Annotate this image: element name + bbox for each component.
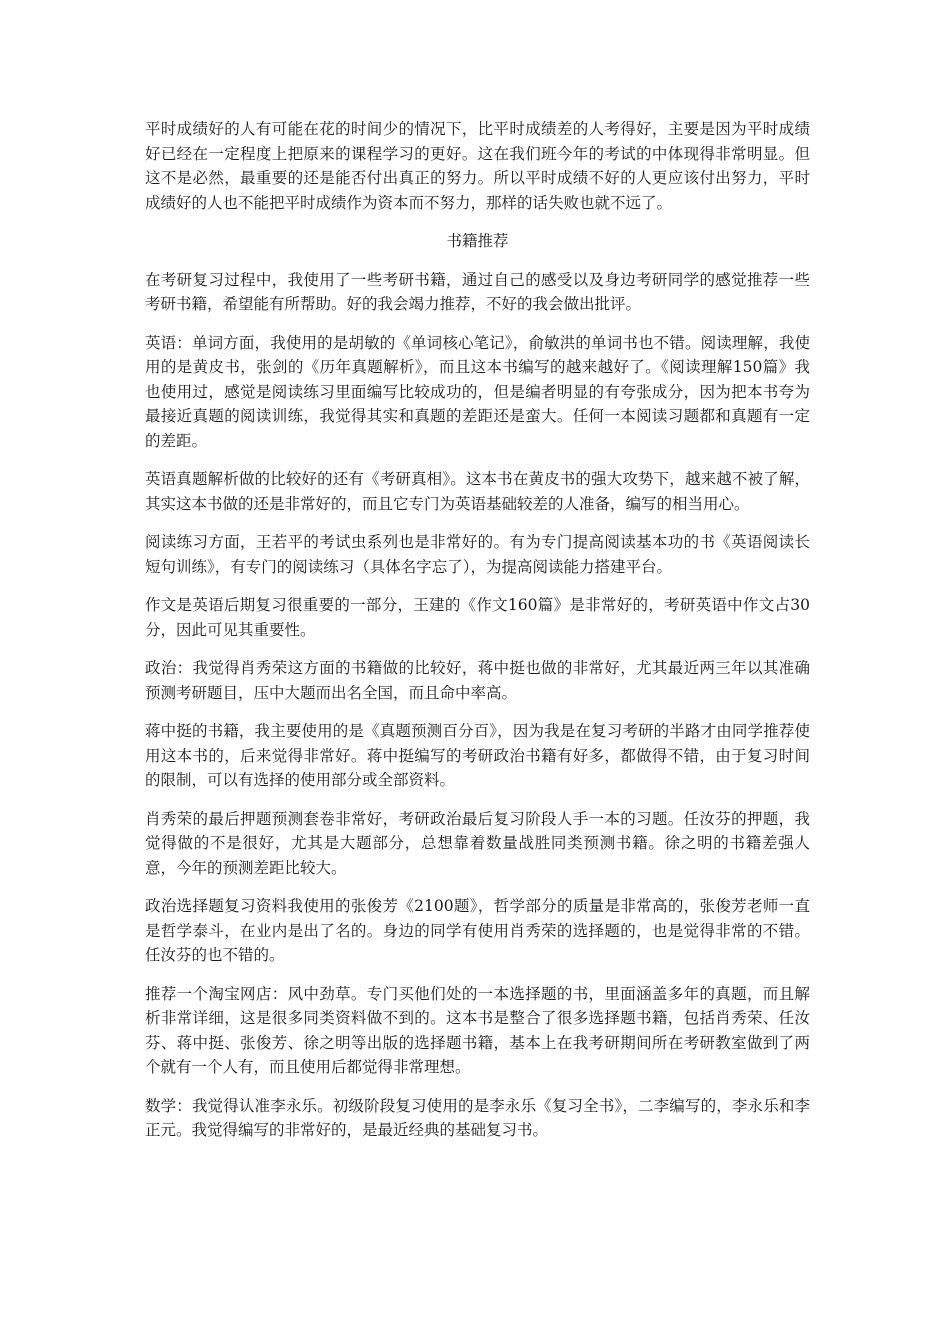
paragraph-jiang-books: 蒋中挺的书籍，我主要使用的是《真题预测百分百》，因为我是在复习考研的半路才由同学推荐使用这本书的，后来觉得非常好。蒋中挺编写的考研政治书籍有好多，都做得不错，由于复习时间的限制，可以有选择的使用部分或全部资料。 xyxy=(145,722,810,789)
paragraph-reading-practice: 阅读练习方面，王若平的考试虫系列也是非常好的。有为专门提高阅读基本功的书《英语阅读长短句训练》，有专门的阅读练习（具体名字忘了），为提高阅读能力搭建平台。 xyxy=(145,533,810,576)
paragraph-xiao-prediction: 肖秀荣的最后押题预测套卷非常好，考研政治最后复习阶段人手一本的习题。任汝芬的押题，我觉得做的不是很好，尤其是大题部分，总想靠着数量战胜同类预测书籍。徐之明的书籍差强人意，今年的预测差距比较大。 xyxy=(145,809,810,877)
paragraph-politics: 政治：我觉得肖秀荣这方面的书籍做的比较好，蒋中挺也做的非常好，尤其最近两三年以其准确预测考研题目，压中大题而出名全国，而且命中率高。 xyxy=(145,659,810,702)
section-title: 书籍推荐 xyxy=(446,232,509,250)
paragraph-english-vocab: 英语：单词方面，我使用的是胡敏的《单词核心笔记》，俞敏洪的单词书也不错。阅读理解，我使用的是黄皮书，张剑的《历年真题解析》，而且这本书编写的越来越好了。《阅读理解150篇》我也使用过，感觉是阅读练习里面编写比较成功的，但是编者明显的有夸张成分，因为把本书夸为最接近真题的阅读训练，我觉得其实和真题的差距还是蛮大。任何一本阅读习题都和真题有一定的差距。 xyxy=(145,333,810,450)
document-page xyxy=(145,117,810,1157)
paragraph-intro-books: 在考研复习过程中，我使用了一些考研书籍，通过自己的感受以及身边考研同学的感觉推荐一些考研书籍，希望能有所帮助。好的我会竭力推荐，不好的我会做出批评。 xyxy=(145,270,810,313)
paragraph-writing: 作文是英语后期复习很重要的一部分，王建的《作文160篇》是非常好的，考研英语中作文占30分，因此可见其重要性。 xyxy=(145,596,810,639)
paragraph-choice-questions: 政治选择题复习资料我使用的张俊芳《2100题》，哲学部分的质量是非常高的，张俊芳老师一直是哲学泰斗，在业内是出了名的。身边的同学有使用肖秀荣的选择题的，也是觉得非常的不错。任汝芬的也不错的。 xyxy=(145,897,810,964)
intro-paragraph: 平时成绩好的人有可能在花的时间少的情况下，比平时成绩差的人考得好，主要是因为平时成绩好已经在一定程度上把原来的课程学习的更好。这在我们班今年的考试的中体现得非常明显。但这不是必然，最重要的还是能否付出真正的努力。所以平时成绩不好的人更应该付出努力，平时成绩好的人也不能把平时成绩作为资本而不努力，那样的话失败也就不远了。 xyxy=(145,120,810,212)
paragraph-english-truth: 英语真题解析做的比较好的还有《考研真相》。这本书在黄皮书的强大攻势下，越来越不被了解，其实这本书做的还是非常好的，而且它专门为英语基础较差的人准备，编写的相当用心。 xyxy=(145,470,810,513)
paragraph-math: 数学：我觉得认准李永乐。初级阶段复习使用的是李永乐《复习全书》，二李编写的，李永乐和李正元。我觉得编写的非常好的，是最近经典的基础复习书。 xyxy=(145,1096,810,1139)
paragraph-taobao-shop: 推荐一个淘宝网店：风中劲草。专门买他们处的一本选择题的书，里面涵盖多年的真题，而且解析非常详细，这是很多同类资料做不到的。这本书是整合了很多选择题书籍，包括肖秀荣、任汝芬、蒋中挺、张俊芳、徐之明等出版的选择题书籍，基本上在我考研期间所在考研教室做到了两个就有一个人有，而且使用后都觉得非常理想。 xyxy=(145,984,810,1076)
